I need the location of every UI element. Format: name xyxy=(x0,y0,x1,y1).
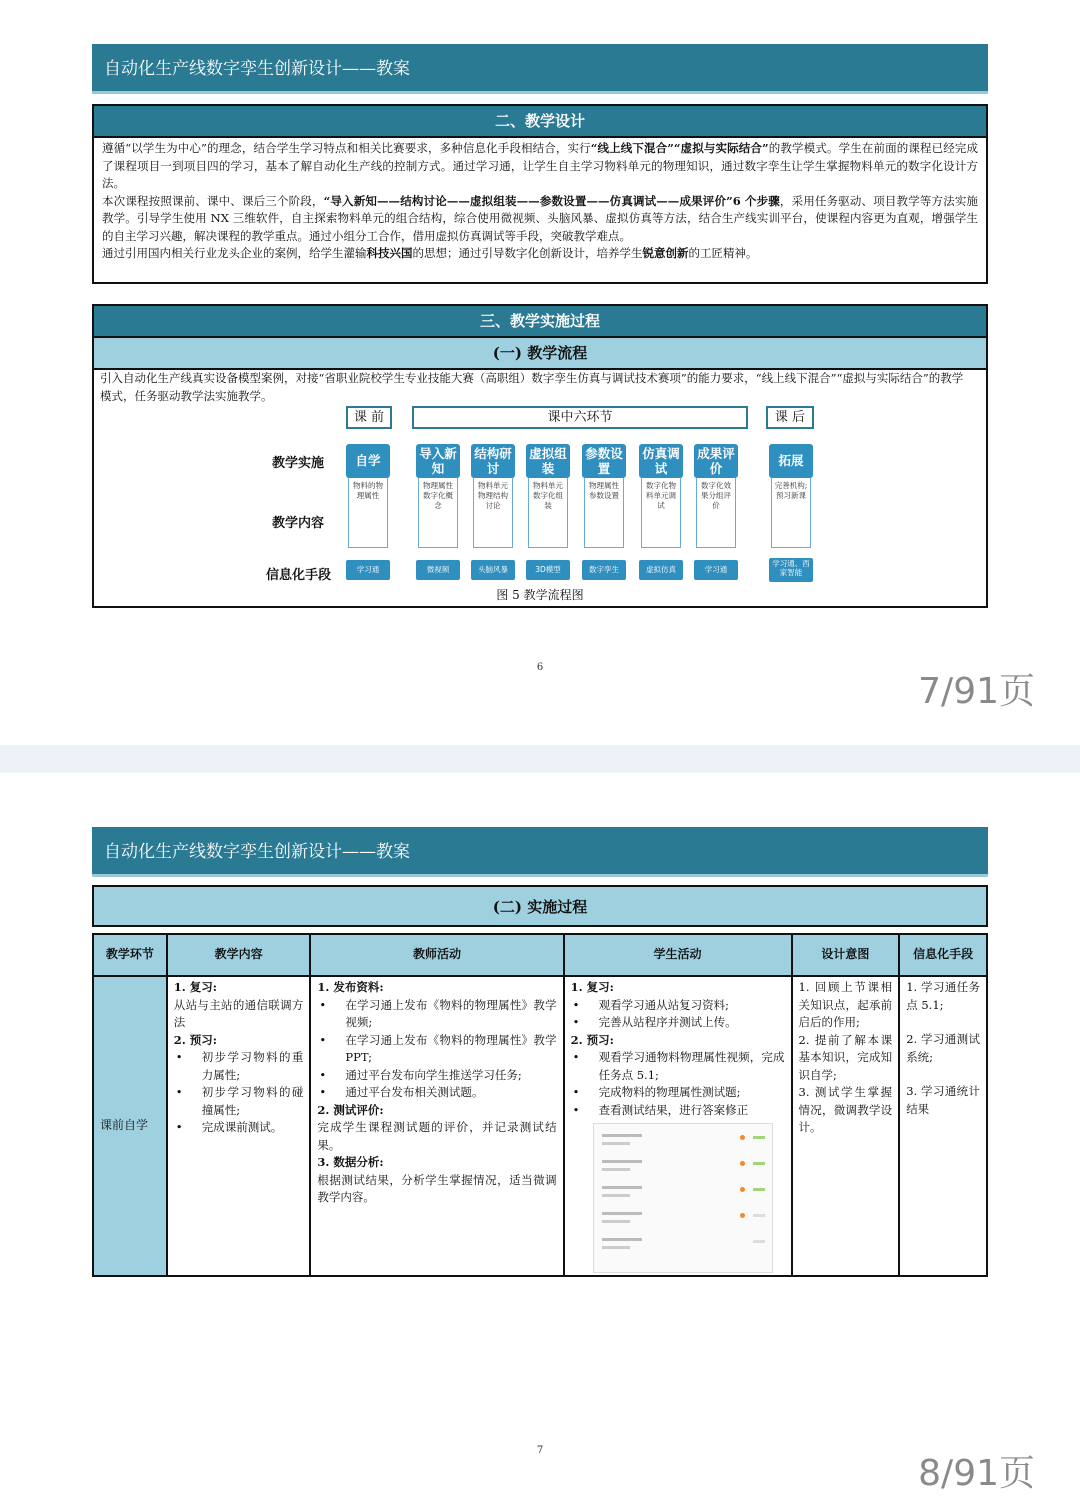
teaching-design-text xyxy=(92,138,988,284)
step-content: 物料的物理属性 xyxy=(348,478,388,548)
teacher-heading: 3. 数据分析: xyxy=(317,1155,384,1169)
teacher-cell xyxy=(310,976,563,1276)
document-header: 自动化生产线数字孪生创新设计——教案 xyxy=(92,44,988,94)
implementation-table xyxy=(92,933,988,1277)
student-cell xyxy=(564,976,792,1276)
tool-item: 1. 学习通任务点 5.1; xyxy=(906,980,980,1012)
test-results-screenshot xyxy=(593,1123,773,1273)
step-parameter-setting xyxy=(582,444,626,548)
paragraph-1: 遵循“以学生为中心”的理念，结合学生学习特点和相关比赛要求，多种信息化手段相结合，实行“线上线下混合”“虚拟与实际结合”的教学模式。学生在前面的课程已经完成了课程项目一到项目四的学习，基本了解自动化生产线的控制方式。通过学习通，让学生自主学习物料单元的物理知识，通过数字孪生让学生掌握物料单元的数字化设计方法。 xyxy=(102,141,978,190)
teaching-flow-panel xyxy=(92,370,988,608)
column-header: 设计意图 xyxy=(792,934,900,976)
student-heading: 1. 复习: xyxy=(570,980,614,994)
page-number: 6 xyxy=(536,662,544,673)
step-head: 导入新知 xyxy=(416,444,460,478)
phase-in-class: 课中六环节 xyxy=(412,406,748,429)
list-item: • 完成物料的物理属性测试题; xyxy=(571,1084,785,1102)
tool-badge: 学习通 xyxy=(694,560,738,580)
document-page-2 xyxy=(0,773,1080,1511)
tool-badge: 3D模型 xyxy=(526,560,570,580)
step-simulation-debug xyxy=(639,444,683,548)
document-header: 自动化生产线数字孪生创新设计——教案 xyxy=(92,827,988,877)
step-self-study xyxy=(346,444,390,548)
phase-before-class: 课 前 xyxy=(346,406,392,429)
column-header: 教学环节 xyxy=(93,934,167,976)
list-item: • 通过平台发布相关测试题。 xyxy=(317,1084,556,1102)
step-head: 虚拟组装 xyxy=(526,444,570,478)
step-extension xyxy=(769,444,813,548)
page-separator xyxy=(0,745,1080,773)
step-content: 物料单元物理结构讨论 xyxy=(473,478,513,548)
tool-badge: 学习通 xyxy=(346,560,390,580)
teacher-heading: 2. 测试评价: xyxy=(317,1102,384,1117)
document-page-1 xyxy=(0,0,1080,745)
page-counter: 8/91页 xyxy=(918,1453,1035,1494)
student-list xyxy=(571,1049,785,1119)
figure-caption: 图 5 教学流程图 xyxy=(496,588,584,602)
row-label-tools: 信息化手段 xyxy=(266,568,332,583)
student-heading: 2. 预习: xyxy=(570,1032,614,1047)
phase-after-class: 课 后 xyxy=(766,406,814,429)
table-row xyxy=(93,976,987,1276)
stage-cell: 课前自学 xyxy=(93,976,167,1276)
step-content: 物理属性数字化概念 xyxy=(418,478,458,548)
tool-item: 2. 学习通测试系统; xyxy=(906,1032,980,1064)
column-header: 教学内容 xyxy=(167,934,311,976)
tool-badge: 数字孪生 xyxy=(582,560,626,580)
content-heading: 1. 复习: xyxy=(173,980,218,994)
content-heading: 2. 预习: xyxy=(173,1032,218,1047)
paragraph-3: 通过引用国内相关行业龙头企业的案例，给学生灌输科技兴国的思想；通过引导数字化创新设计，培养学生锐意创新的工匠精神。 xyxy=(102,246,758,260)
step-structure-discussion xyxy=(471,444,515,548)
section-title-teaching-design: 二、教学设计 xyxy=(92,104,988,138)
tool-badge: 虚拟仿真 xyxy=(639,560,683,580)
column-header: 教师活动 xyxy=(310,934,563,976)
step-head: 自学 xyxy=(346,444,390,478)
list-item: • 在学习通上发布《物料的物理属性》教学 PPT; xyxy=(317,1032,556,1067)
list-item: • 初步学习物料的重力属性; xyxy=(174,1049,304,1084)
list-item: • 观看学习通物料物理属性视频，完成任务点 5.1; xyxy=(571,1049,785,1084)
section-title-implementation: 三、教学实施过程 xyxy=(92,304,988,338)
table-header-row xyxy=(93,934,987,976)
step-head: 结构研讨 xyxy=(471,444,515,478)
tools-cell xyxy=(899,976,987,1276)
step-head: 参数设置 xyxy=(582,444,626,478)
row-label-implementation: 教学实施 xyxy=(272,456,325,471)
step-content: 完善机构;预习新课 xyxy=(771,478,811,548)
content-cell xyxy=(167,976,311,1276)
page-number: 7 xyxy=(536,1445,544,1456)
teacher-text: 完成学生课程测试题的评价，并记录测试结果。 xyxy=(317,1120,557,1152)
tool-badge: 头脑风暴 xyxy=(471,560,515,580)
step-content: 物理属性参数设置 xyxy=(584,478,624,548)
column-header: 学生活动 xyxy=(564,934,792,976)
tool-item: 3. 学习通统计结果 xyxy=(906,1084,980,1116)
list-item: • 完善从站程序并测试上传。 xyxy=(571,1014,785,1032)
subsection-title-process: (二) 实施过程 xyxy=(92,885,988,927)
content-text: 从站与主站的通信联调方法 xyxy=(173,997,304,1029)
step-head: 拓展 xyxy=(769,444,813,478)
teacher-list xyxy=(317,997,556,1102)
row-label-content: 教学内容 xyxy=(272,516,325,531)
intent-item: 1. 回顾上节课相关知识点，起承前启后的作用; xyxy=(798,980,893,1029)
intent-item: 2. 提前了解本课基本知识，完成知识自学; xyxy=(798,1032,893,1082)
tool-badge: 微视频 xyxy=(416,560,460,580)
content-list xyxy=(174,1049,304,1137)
tool-badge: 学习通、西家智能 xyxy=(769,558,813,582)
intent-item: 3. 测试学生掌握情况，微调教学设计。 xyxy=(798,1085,893,1134)
list-item: • 通过平台发布向学生推送学习任务; xyxy=(317,1067,556,1085)
subsection-title-flow: (一) 教学流程 xyxy=(92,338,988,370)
step-content: 数字化物料单元调试 xyxy=(641,478,681,548)
list-item: • 完成课前测试。 xyxy=(174,1119,304,1137)
step-result-evaluation xyxy=(694,444,738,548)
step-content: 物料单元数字化组装 xyxy=(528,478,568,548)
step-head: 成果评价 xyxy=(694,444,738,478)
page-counter: 7/91页 xyxy=(918,671,1035,712)
step-content: 数字化效果分组评价 xyxy=(696,478,736,548)
flow-intro: 引入自动化生产线真实设备模型案例，对接“省职业院校学生专业技能大赛（高职组）数字孪生仿真与调试技术赛项”的能力要求，“线上线下混合”“虚拟与实际结合”的教学模式，任务驱动教学法实施教学。 xyxy=(100,371,964,403)
step-head: 仿真调试 xyxy=(639,444,683,478)
step-introduce xyxy=(416,444,460,548)
column-header: 信息化手段 xyxy=(899,934,987,976)
student-list xyxy=(571,997,785,1032)
step-virtual-assembly xyxy=(526,444,570,548)
list-item: • 观看学习通从站复习资料; xyxy=(571,997,785,1015)
list-item: • 初步学习物料的碰撞属性; xyxy=(174,1084,304,1119)
intent-cell xyxy=(792,976,900,1276)
paragraph-2: 本次课程按照课前、课中、课后三个阶段，“导入新知——结构讨论——虚拟组装——参数设置——仿真调试——成果评价”6 个步骤，采用任务驱动、项目教学等方法实施教学。引导学生使用 NX 三维软件，自主探索物料单元的组合结构，综合使用微视频、头脑风暴、虚拟仿真等方法，结合生产线实训平台，使课程内容更为直观，增强学生的自主学习兴趣，解决课程的教学重点。通过小组分工合作，借用虚拟仿真调试等手段，突破教学难点。 xyxy=(102,193,979,243)
list-item: • 查看测试结果，进行答案修正 xyxy=(571,1102,785,1120)
teacher-text: 根据测试结果，分析学生掌握情况，适当微调教学内容。 xyxy=(317,1172,557,1204)
teacher-heading: 1. 发布资料: xyxy=(317,980,384,994)
list-item: • 在学习通上发布《物料的物理属性》教学视频; xyxy=(317,997,556,1032)
